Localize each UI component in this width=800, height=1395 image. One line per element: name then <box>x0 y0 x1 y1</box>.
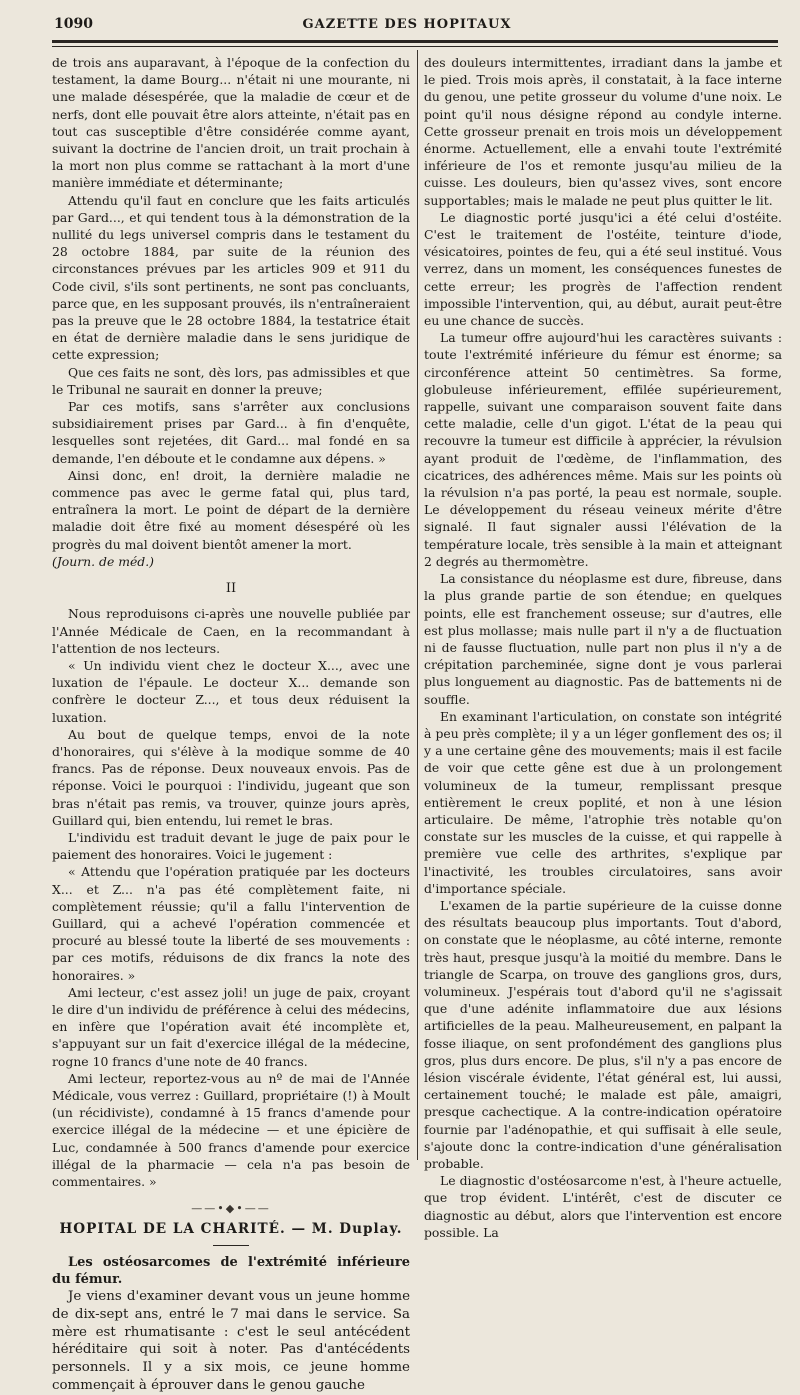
column-divider <box>417 50 418 1160</box>
paragraph: La tumeur offre aujourd'hui les caractères suivants : toute l'extrémité inférieure du fémur est énorme; sa circonférence atteint 50 centimètres. Sa forme, globuleuse inférieurement, effilée supérieurement, rappelle, suivant une comparaison souvent faite dans cette maladie, celle d'un gigot. L'état de la peau qui recouvre la tumeur est difficile à apprécier, la révulsion ayant produit de l'œdème, de l'inflammation, des cicatrices, des adhérences même. Mais sur les points où la révulsion n'a pas porté, la peau est normale, souple. Le développement du réseau veineux mérite d'être signalé. Il faut signaler aussi l'élévation de la température locale, très sensible à la main et atteignant 2 degrés au thermomètre. <box>424 330 782 569</box>
header-rule-thin <box>52 46 778 47</box>
paragraph: En examinant l'articulation, on constate son intégrité à peu près complète; il y a un léger gonflement des os; il y a une certaine gêne des mouvements; mais il est facile de voir que cette gêne est due à un prolongement volumineux de la tumeur, remplissant presque entièrement le creux poplité, et non à une lésion articulaire. De même, l'atrophie très notable qu'on constate sur les muscles de la cuisse, et qui rappelle à première vue celle des arthrites, s'explique par l'inactivité, les troubles circulatoires, sans avoir d'importance spéciale. <box>424 708 782 896</box>
paragraph: Le diagnostic porté jusqu'ici a été celui d'ostéite. C'est le traitement de l'ostéite, teinture d'iode, vésicatoires, pointes de feu, qui a été seul institué. Vous verrez, dans un moment, les conséquences funestes de cette erreur; les progrès de l'affection rendent impossible l'intervention, qui, au début, aurait peut-être eu une chance de succès. <box>424 209 782 329</box>
section-number: II <box>225 581 237 597</box>
paragraph: Ami lecteur, reportez-vous au nº de mai de l'Année Médicale, vous verrez : Guillard, propriétaire (!) à Moult (un récidiviste), condamné à 15 francs d'amende pour exercice illégal de la médecine — et une épicière de Luc, condamnée à 500 francs d'amende pour exercice illégal de la pharmacie — cela n'a pas besoin de commentaires. » <box>52 1070 410 1189</box>
right-column <box>424 54 782 1240</box>
section-ornament: ——•◆•—— <box>191 1202 271 1216</box>
lecture-title: Les ostéosarcomes de l'extrémité inférieure du fémur. <box>52 1254 410 1287</box>
paragraph: Que ces faits ne sont, dès lors, pas admissibles et que le Tribunal ne saurait en donner la preuve; <box>52 364 410 397</box>
hospital-heading: HOPITAL DE LA CHARITÉ. — M. Duplay. <box>59 1221 403 1238</box>
paragraph: Nous reproduisons ci-après une nouvelle publiée par l'Année Médicale de Caen, en la recommandant à l'attention de nos lecteurs. <box>52 606 410 656</box>
paragraph: « Un individu vient chez le docteur X..., avec une luxation de l'épaule. Le docteur X... demande son confrère le docteur Z..., et tous deux réduisent la luxation. <box>52 657 410 725</box>
paragraph: Au bout de quelque temps, envoi de la note d'honoraires, qui s'élève à la modique somme de 40 francs. Pas de réponse. Deux nouveaux envois. Pas de réponse. Voici le pourquoi : l'individu, jugeant que son bras n'était pas remis, va trouver, quinze jours après, Guillard qui, bien entendu, lui remet le bras. <box>52 726 410 828</box>
running-title: GAZETTE DES HOPITAUX <box>302 17 512 32</box>
paragraph: des douleurs intermittentes, irradiant dans la jambe et le pied. Trois mois après, il constatait, à la face interne du genou, une petite grosseur du volume d'une noix. Le point qu'il nous désigne répond au condyle interne. Cette grosseur prenait en trois mois un développement énorme. Actuellement, elle a envahi toute l'extrémité inférieure de l'os et remonte jusqu'au milieu de la cuisse. Les douleurs, bien qu'assez vives, sont encore supportables; mais le malade ne peut plus quitter le lit. <box>424 55 782 208</box>
paragraph: Ami lecteur, c'est assez joli! un juge de paix, croyant le dire d'un individu de préférence à celui des médecins, en infère que l'opération avait été incomplète et, s'appuyant sur un fait d'exercice illégal de la médecine, rogne 10 francs d'une note de 40 francs. <box>52 984 410 1069</box>
page-number: 1090 <box>54 16 93 32</box>
citation: (Journ. de méd.) <box>52 553 155 569</box>
paragraph: Attendu qu'il faut en conclure que les faits articulés par Gard..., et qui tendent tous à la démonstration de la nullité du legs universel compris dans le testament du 28 octobre 1884, par suite de la réunion des circonstances prévues par les articles 909 et 911 du Code civil, s'ils sont pertinents, ne sont pas concluants, parce que, en les supposant prouvés, ils n'entraîneraient pas la preuve que le 28 octobre 1884, la testatrice était en état de dernière maladie dans le sens juridique de cette expression; <box>52 192 410 363</box>
short-rule <box>213 1245 249 1246</box>
left-column <box>52 54 410 1393</box>
paragraph: L'examen de la partie supérieure de la cuisse donne des résultats beaucoup plus importants. Tout d'abord, on constate que le néoplasme, au côté interne, remonte très haut, presque jusqu'à la moitié du membre. Dans le triangle de Scarpa, on trouve des ganglions gros, durs, volumineux. J'espérais tout d'abord qu'il ne s'agissait que d'une adénite inflammatoire due aux lésions artificielles de la peau. Malheureusement, en palpant la fosse iliaque, on sent profondément des ganglions plus gros, plus durs encore. De plus, s'il n'y a pas encore de lésion viscérale évidente, l'état général est, lui aussi, certainement touché; le malade est pâle, amaigri, presque cachectique. A la contre-indication opératoire fournie par l'adénopathie, et qui suffisait à elle seule, s'ajoute donc la contre-indication d'une généralisation probable. <box>424 897 782 1171</box>
paragraph: La consistance du néoplasme est dure, fibreuse, dans la plus grande partie de son étendue; en quelques points, elle est franchement osseuse; sur d'autres, elle est plus mollasse; mais nulle part il n'y a de fluctuation ni de fausse fluctuation, nulle part non plus il n'y a de crépitation parcheminée, signe dont je vous parlerai plus longuement au diagnostic. Pas de battements ni de souffle. <box>424 571 782 707</box>
header-rule-thick <box>52 40 778 43</box>
paragraph: Par ces motifs, sans s'arrêter aux conclusions subsidiairement prises par Gard... à fin d'enquête, lesquelles sont rejetées, dit Gard... mal fondé en sa demande, l'en déboute et le condamne aux dépens. » <box>52 399 410 466</box>
paragraph: « Attendu que l'opération pratiquée par les docteurs X... et Z... n'a pas été complètement faite, ni complètement réussie; qu'il a fallu l'intervention de Guillard, qui a achevé l'opération commencée et procuré au blessé toute la liberté de ses mouvements : par ces motifs, réduisons de dix francs la note des honoraires. » <box>52 864 410 983</box>
lecture-body <box>52 1288 410 1395</box>
paragraph: Ainsi donc, en! droit, la dernière maladie ne commence pas avec le germe fatal qui, plus tard, entraînera la mort. Le point de départ de la dernière maladie doit être fixé au moment désespéré où les progrès du mal doivent bientôt amener la mort. <box>52 467 410 552</box>
paragraph: L'individu est traduit devant le juge de paix pour le paiement des honoraires. Voici le jugement : <box>52 829 410 863</box>
paragraph: Je viens d'examiner devant vous un jeune homme de dix-sept ans, entré le 7 mai dans le service. Sa mère est rhumatisante : c'est le seul antécédent héréditaire qui soit à noter. Pas d'antécédents personnels. Il y a six mois, ce jeune homme commençait à éprouver dans le genou gauche <box>52 1289 410 1393</box>
paragraph: Le diagnostic d'ostéosarcome n'est, à l'heure actuelle, que trop évident. L'intérêt, c'est de discuter ce diagnostic au début, alors que l'intervention est encore possible. La <box>424 1173 782 1240</box>
paragraph: de trois ans auparavant, à l'époque de la confection du testament, la dame Bourg... n'était ni une mourante, ni une malade désespérée, que la maladie de cœur et de nerfs, dont elle pouvait être alors atteinte, n'était pas en tout cas susceptible d'être considérée comme ayant, suivant la doctrine de l'ancien droit, un trait prochain à la mort non plus comme se rattachant à la mort d'une manière immédiate et déterminante; <box>52 55 410 191</box>
page-header <box>44 14 770 38</box>
